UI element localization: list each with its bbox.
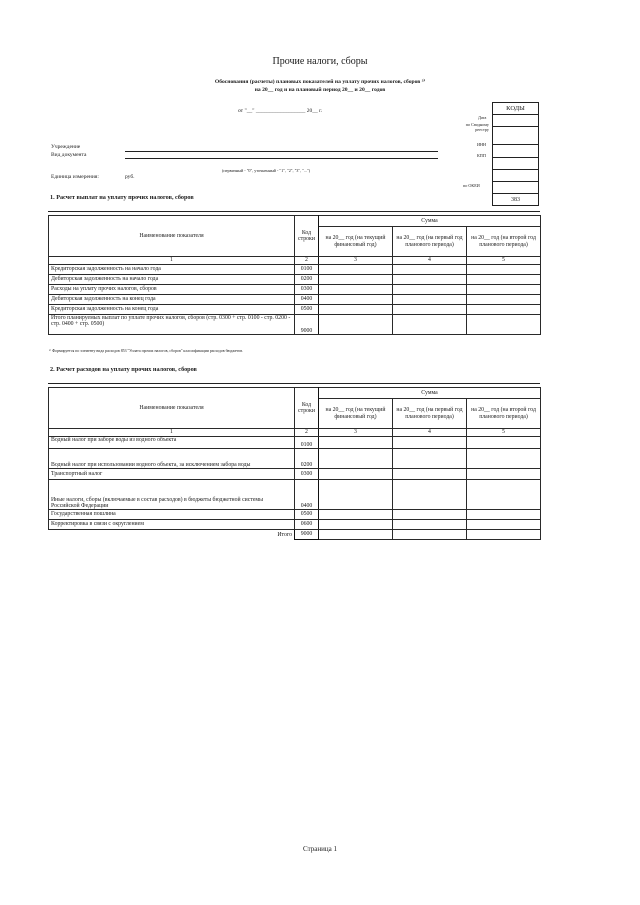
s2-col-number: 4 bbox=[393, 429, 467, 437]
table-row bbox=[49, 437, 541, 449]
row-code: 9000 bbox=[295, 315, 319, 335]
blank-code-field[interactable] bbox=[493, 181, 539, 193]
s1-header-sum: Сумма bbox=[319, 216, 541, 227]
doc-type-line bbox=[125, 158, 438, 159]
value-cell[interactable] bbox=[467, 530, 541, 540]
value-cell[interactable] bbox=[319, 520, 393, 530]
okei-code-field: 383 bbox=[493, 194, 539, 206]
row-name: Государственная пошлина bbox=[49, 510, 295, 520]
row-code: 0300 bbox=[295, 285, 319, 295]
row-code: 0500 bbox=[295, 305, 319, 315]
table-row bbox=[49, 520, 541, 530]
row-name: Иные налоги, сборы (включаемые в состав расходов) в бюджеты бюджетной системы Российской Федерации bbox=[49, 480, 295, 510]
inn-field[interactable] bbox=[493, 145, 539, 157]
value-cell[interactable] bbox=[319, 449, 393, 469]
s1-header-code: Код строки bbox=[295, 216, 319, 257]
doc-type-hint: (первичный - "0", уточненный - "1", "2", "3", "...") bbox=[222, 168, 311, 173]
document-subtitle: Обоснования (расчеты) плановых показателей на уплату прочих налогов, сборов ³⁾ bbox=[214, 79, 426, 85]
row-code: 0300 bbox=[295, 469, 319, 480]
document-title: Прочие налоги, сборы bbox=[272, 56, 368, 67]
row-code: 0400 bbox=[295, 295, 319, 305]
total-code: 9000 bbox=[295, 530, 319, 540]
value-cell[interactable] bbox=[393, 449, 467, 469]
table-row bbox=[49, 480, 541, 510]
row-name: Корректировка в связи с округлением bbox=[49, 520, 295, 530]
row-name: Водный налог при заборе воды из водного объекта bbox=[49, 437, 295, 449]
section1-table bbox=[48, 215, 541, 335]
date-code-field[interactable] bbox=[493, 115, 539, 127]
registry-label: по Сводному реестру bbox=[465, 122, 489, 133]
value-cell[interactable] bbox=[393, 295, 467, 305]
value-cell[interactable] bbox=[467, 295, 541, 305]
row-name: Дебиторская задолженность на конец года bbox=[49, 295, 295, 305]
s2-header-sum: Сумма bbox=[319, 388, 541, 399]
value-cell[interactable] bbox=[393, 469, 467, 480]
total-label: Итого bbox=[277, 531, 292, 538]
s1-col-number: 3 bbox=[319, 257, 393, 265]
row-name: Водный налог при использовании водного объекта, за исключением забора воды bbox=[49, 449, 295, 469]
s2-col-number: 5 bbox=[467, 429, 541, 437]
value-cell[interactable] bbox=[467, 275, 541, 285]
row-name: Транспортный налог bbox=[49, 469, 295, 480]
value-cell[interactable] bbox=[467, 520, 541, 530]
table-row bbox=[49, 469, 541, 480]
table-row bbox=[49, 305, 541, 315]
value-cell[interactable] bbox=[393, 480, 467, 510]
row-name: Итого планируемых выплат по уплате прочих налогов, сборов (стр. 0300 + стр. 0100 - стр. 0200 - стр. 0400 + стр. 0500) bbox=[49, 315, 295, 335]
section1-top-line bbox=[48, 211, 540, 212]
value-cell[interactable] bbox=[393, 305, 467, 315]
table-row bbox=[49, 530, 541, 540]
s1-header-first-plan-year: на 20__ год (на первый год планового периода) bbox=[393, 227, 467, 257]
value-cell[interactable] bbox=[393, 315, 467, 335]
value-cell[interactable] bbox=[319, 437, 393, 449]
value-cell[interactable] bbox=[319, 265, 393, 275]
value-cell[interactable] bbox=[319, 275, 393, 285]
document-period: на 20__ год и на плановый период 20__ и 20__ годов bbox=[254, 87, 386, 93]
row-code: 0600 bbox=[295, 520, 319, 530]
value-cell[interactable] bbox=[319, 530, 393, 540]
codes-table bbox=[492, 102, 539, 206]
row-name: Дебиторская задолженность на начало года bbox=[49, 275, 295, 285]
s2-col-number: 1 bbox=[49, 429, 295, 437]
value-cell[interactable] bbox=[319, 285, 393, 295]
table-row bbox=[49, 315, 541, 335]
section2-table bbox=[48, 387, 541, 540]
s1-col-number: 1 bbox=[49, 257, 295, 265]
row-name: Кредиторская задолженность на конец года bbox=[49, 305, 295, 315]
value-cell[interactable] bbox=[319, 480, 393, 510]
footnote: ³⁾ Формируется по элементу вида расходов 853 "Уплата прочих налогов, сборов" классификации расходов бюджетов. bbox=[49, 349, 244, 353]
value-cell[interactable] bbox=[393, 520, 467, 530]
doc-type-label: Вид документа bbox=[51, 152, 87, 158]
value-cell[interactable] bbox=[319, 510, 393, 520]
value-cell[interactable] bbox=[319, 315, 393, 335]
value-cell[interactable] bbox=[393, 530, 467, 540]
section2-title: 2. Расчет расходов на уплату прочих налогов, сборов bbox=[50, 366, 197, 373]
value-cell[interactable] bbox=[319, 305, 393, 315]
date-line: от "__" __________________ 20__ г. bbox=[238, 108, 323, 114]
value-cell[interactable] bbox=[467, 480, 541, 510]
s1-header-second-plan-year: на 20__ год (на второй год планового периода) bbox=[467, 227, 541, 257]
value-cell[interactable] bbox=[319, 295, 393, 305]
value-cell[interactable] bbox=[393, 285, 467, 295]
s1-col-number: 4 bbox=[393, 257, 467, 265]
kpp-label: КПП bbox=[477, 153, 486, 158]
value-cell[interactable] bbox=[393, 437, 467, 449]
section2-top-line bbox=[48, 383, 540, 384]
value-cell[interactable] bbox=[467, 315, 541, 335]
table-row bbox=[49, 265, 541, 275]
s1-header-name: Наименование показателя bbox=[49, 216, 295, 257]
value-cell[interactable] bbox=[467, 305, 541, 315]
s1-col-number: 5 bbox=[467, 257, 541, 265]
value-cell[interactable] bbox=[393, 510, 467, 520]
s1-col-number: 2 bbox=[295, 257, 319, 265]
row-code: 0500 bbox=[295, 510, 319, 520]
table-row bbox=[49, 285, 541, 295]
registry-code-field[interactable] bbox=[493, 127, 539, 145]
s2-header-first-plan-year: на 20__ год (на первый год планового периода) bbox=[393, 399, 467, 429]
kpp-field[interactable] bbox=[493, 157, 539, 169]
institution-line bbox=[125, 151, 438, 152]
section1-title: 1. Расчет выплат на уплату прочих налогов, сборов bbox=[50, 194, 194, 201]
value-cell[interactable] bbox=[467, 469, 541, 480]
value-cell[interactable] bbox=[393, 265, 467, 275]
s2-header-second-plan-year: на 20__ год (на второй год планового периода) bbox=[467, 399, 541, 429]
inn-label: ИНН bbox=[477, 142, 487, 147]
table-row bbox=[49, 275, 541, 285]
s2-header-current-year: на 20__ год (на текущий финансовый год) bbox=[319, 399, 393, 429]
s2-header-code: Код строки bbox=[295, 388, 319, 429]
doc-type-code-field[interactable] bbox=[493, 169, 539, 181]
value-cell[interactable] bbox=[467, 510, 541, 520]
row-name: Расходы на уплату прочих налогов, сборов bbox=[49, 285, 295, 295]
s1-header-current-year: на 20__ год (на текущий финансовый год) bbox=[319, 227, 393, 257]
row-code: 0100 bbox=[295, 265, 319, 275]
unit-label: Единица измерения: bbox=[51, 174, 99, 180]
table-row bbox=[49, 295, 541, 305]
value-cell[interactable] bbox=[467, 265, 541, 275]
row-code: 0100 bbox=[295, 437, 319, 449]
value-cell[interactable] bbox=[393, 275, 467, 285]
table-row bbox=[49, 510, 541, 520]
s2-header-name: Наименование показателя bbox=[49, 388, 295, 429]
unit-value: руб. bbox=[125, 174, 135, 180]
institution-label: Учреждение bbox=[51, 144, 81, 150]
okei-label: по ОКЕИ bbox=[463, 183, 480, 188]
row-code: 0400 bbox=[295, 480, 319, 510]
row-code: 0200 bbox=[295, 275, 319, 285]
s2-col-number: 3 bbox=[319, 429, 393, 437]
date-label: Дата bbox=[478, 115, 487, 120]
s2-col-number: 2 bbox=[295, 429, 319, 437]
table-row bbox=[49, 449, 541, 469]
row-code: 0200 bbox=[295, 449, 319, 469]
page-number: Страница 1 bbox=[303, 845, 337, 853]
value-cell[interactable] bbox=[319, 469, 393, 480]
value-cell[interactable] bbox=[467, 285, 541, 295]
value-cell[interactable] bbox=[467, 449, 541, 469]
value-cell[interactable] bbox=[467, 437, 541, 449]
row-name: Кредиторская задолженность на начало года bbox=[49, 265, 295, 275]
codes-header: КОДЫ bbox=[493, 103, 539, 115]
